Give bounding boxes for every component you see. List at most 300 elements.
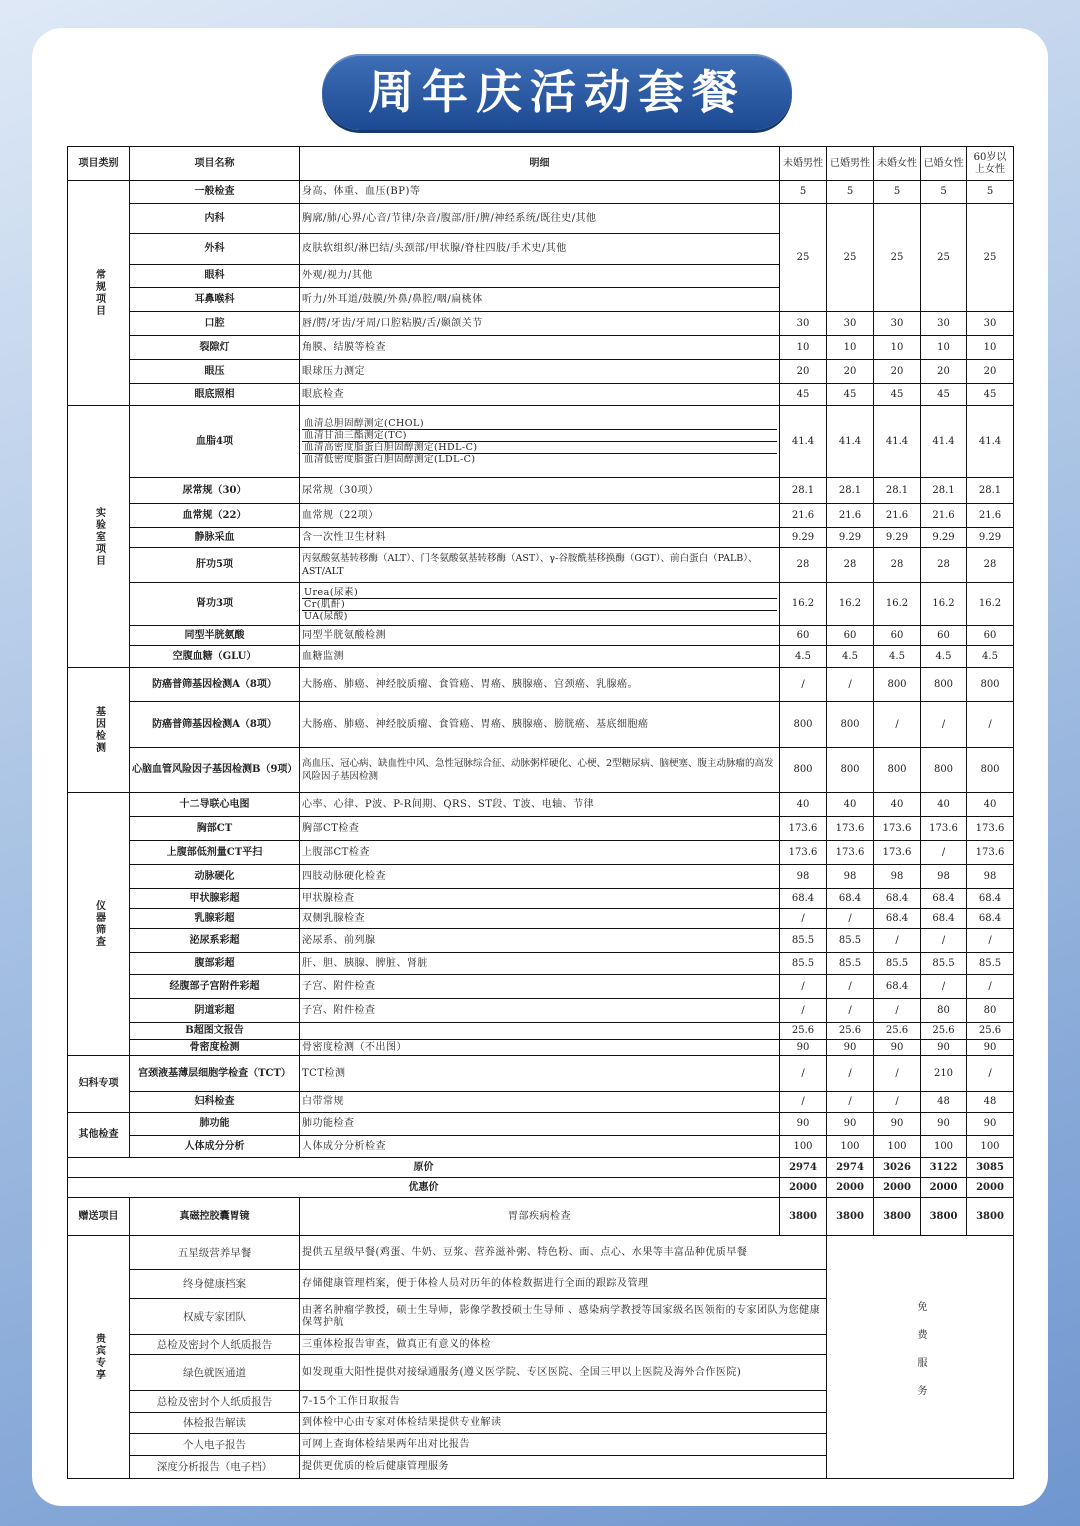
price-cell: 800 (874, 748, 921, 793)
table-row (68, 999, 1014, 1023)
service-detail: 如发现重大阳性提供对接绿通服务(遵义医学院、专区医院、全国三甲以上医院及海外合作医院) (300, 1355, 827, 1391)
table-row (68, 793, 1014, 817)
price-cell: 9.29 (780, 528, 827, 548)
price-cell: 45 (874, 384, 921, 406)
price-cell: 28.1 (827, 478, 874, 504)
header-name: 项目名称 (130, 147, 300, 181)
price-cell: 68.4 (874, 975, 921, 999)
price-cell: / (780, 1056, 827, 1092)
price-cell: 800 (921, 748, 967, 793)
detail-line: Cr(肌酐) (302, 599, 777, 611)
price-cell: 85.5 (921, 953, 967, 975)
item-name: 肺功能 (130, 1113, 300, 1136)
price-cell: / (967, 702, 1014, 748)
table-row (68, 953, 1014, 975)
item-detail: 甲状腺检查 (300, 889, 780, 909)
table-row (68, 1113, 1014, 1136)
price-cell: 90 (921, 1113, 967, 1136)
item-name: 阴道彩超 (130, 999, 300, 1023)
service-detail: 由著名肿瘤学教授，硕士生导师，影像学教授硕士生导师 、感染病学教授等国家级名医领衔的专家团队为您健康保驾护航 (300, 1299, 827, 1335)
item-detail: 眼底检查 (300, 384, 780, 406)
item-name: 肝功5项 (130, 548, 300, 583)
item-detail: 角膜、结膜等检查 (300, 336, 780, 360)
price-cell: / (827, 909, 874, 929)
price-cell: / (827, 999, 874, 1023)
price-cell: 16.2 (780, 583, 827, 626)
price-cell: 20 (921, 360, 967, 384)
price-cell: 800 (827, 748, 874, 793)
header-col: 已婚女性 (921, 147, 967, 181)
item-name: 同型半胱氨酸 (130, 626, 300, 646)
detail-line: Urea(尿素) (302, 587, 777, 599)
table-row (68, 841, 1014, 865)
item-detail: 肝、胆、胰腺、脾脏、肾脏 (300, 953, 780, 975)
price-cell: 30 (967, 312, 1014, 336)
price-cell: 20 (827, 360, 874, 384)
detail-line: 血清低密度脂蛋白胆固醇测定(LDL-C) (304, 454, 476, 465)
price-cell: 173.6 (780, 841, 827, 865)
item-name: 口腔 (130, 312, 300, 336)
price-cell: 10 (921, 336, 967, 360)
price-cell: 100 (827, 1136, 874, 1158)
item-name: 一般检查 (130, 181, 300, 204)
item-name: 尿常规（30） (130, 478, 300, 504)
price-cell: 41.4 (874, 406, 921, 478)
item-name: 骨密度检测 (130, 1040, 300, 1056)
price-cell: 5 (967, 181, 1014, 204)
item-detail: 心率、心律、P波、P-R间期、QRS、ST段、T波、电轴、节律 (300, 793, 780, 817)
price-cell: 10 (780, 336, 827, 360)
price-cell: / (827, 1092, 874, 1113)
table-row (68, 181, 1014, 204)
price-cell: 4.5 (874, 646, 921, 668)
price-cell: 5 (874, 181, 921, 204)
item-detail: 唇/腭/牙齿/牙周/口腔粘膜/舌/颞颌关节 (300, 312, 780, 336)
price-cell: 3800 (921, 1198, 967, 1236)
price-cell: 800 (967, 748, 1014, 793)
table-row (68, 817, 1014, 841)
price-cell: 173.6 (827, 841, 874, 865)
service-name: 深度分析报告（电子档） (130, 1456, 300, 1479)
price-cell: 98 (967, 865, 1014, 889)
original-price-label: 原价 (68, 1158, 780, 1178)
price-cell: 10 (827, 336, 874, 360)
table-row (68, 1136, 1014, 1158)
price-cell: 40 (780, 793, 827, 817)
detail-line: 血清总胆固醇测定(CHOL) (302, 418, 777, 430)
service-detail: 三重体检报告审查，做真正有意义的体检 (300, 1335, 827, 1355)
price-cell: 3800 (780, 1198, 827, 1236)
price-cell: 68.4 (967, 909, 1014, 929)
price-cell: 90 (780, 1113, 827, 1136)
item-name: 眼科 (130, 265, 300, 288)
discount-price-label: 优惠价 (68, 1178, 780, 1198)
item-name: 外科 (130, 234, 300, 265)
price-cell: 173.6 (967, 841, 1014, 865)
price-cell: 85.5 (780, 953, 827, 975)
price-cell: / (874, 999, 921, 1023)
price-cell: / (921, 929, 967, 953)
table-row (68, 504, 1014, 528)
price-cell: 48 (967, 1092, 1014, 1113)
price-cell: 800 (780, 748, 827, 793)
price-cell: 85.5 (827, 953, 874, 975)
table-row (68, 548, 1014, 583)
category-routine: 常规项目 (68, 181, 130, 406)
price-cell: 68.4 (967, 889, 1014, 909)
item-detail: 双侧乳腺检查 (300, 909, 780, 929)
original-price: 3026 (874, 1158, 921, 1178)
price-cell: 173.6 (967, 817, 1014, 841)
item-name: 十二导联心电图 (130, 793, 300, 817)
price-cell: 30 (874, 312, 921, 336)
item-detail: 同型半胱氨酸检测 (300, 626, 780, 646)
item-name: 裂隙灯 (130, 336, 300, 360)
price-cell: 85.5 (967, 953, 1014, 975)
price-cell: 5 (921, 181, 967, 204)
item-name: 腹部彩超 (130, 953, 300, 975)
price-cell: 28.1 (921, 478, 967, 504)
price-cell: / (874, 1056, 921, 1092)
price-cell: 68.4 (827, 889, 874, 909)
item-detail: 白带常规 (300, 1092, 780, 1113)
item-name: 动脉硬化 (130, 865, 300, 889)
table-row (68, 478, 1014, 504)
price-cell: 20 (780, 360, 827, 384)
price-cell: / (967, 975, 1014, 999)
price-cell: 60 (780, 626, 827, 646)
item-detail (300, 1023, 780, 1040)
table-row (68, 668, 1014, 702)
price-cell: 800 (874, 668, 921, 702)
table-row (68, 1023, 1014, 1040)
price-cell: 173.6 (874, 841, 921, 865)
price-cell: 90 (780, 1040, 827, 1056)
discount-price-row (68, 1178, 1014, 1198)
price-cell: 9.29 (827, 528, 874, 548)
discount-price: 2000 (874, 1178, 921, 1198)
header-row (68, 147, 1014, 181)
price-cell: / (874, 929, 921, 953)
item-name: 经腹部子宫附件彩超 (130, 975, 300, 999)
category-other: 其他检查 (68, 1113, 130, 1158)
price-cell: / (827, 668, 874, 702)
price-cell: 173.6 (921, 817, 967, 841)
header-col: 60岁以上女性 (967, 147, 1014, 181)
item-detail: 泌尿系、前列腺 (300, 929, 780, 953)
price-cell: 41.4 (921, 406, 967, 478)
price-cell: 40 (827, 793, 874, 817)
vip-row (68, 1236, 1014, 1270)
original-price: 2974 (780, 1158, 827, 1178)
price-cell: 21.6 (780, 504, 827, 528)
price-cell: 16.2 (827, 583, 874, 626)
price-cell: 9.29 (921, 528, 967, 548)
item-name: 内科 (130, 204, 300, 234)
item-name: 血脂4项 (130, 406, 300, 478)
price-cell: 100 (921, 1136, 967, 1158)
item-detail: 身高、体重、血压(BP)等 (300, 181, 780, 204)
category-vip: 贵宾专享 (68, 1236, 130, 1479)
price-cell: 25 (967, 204, 1014, 312)
price-cell: 16.2 (874, 583, 921, 626)
price-cell: 3800 (967, 1198, 1014, 1236)
table-row (68, 646, 1014, 668)
price-cell: 25.6 (874, 1023, 921, 1040)
price-cell: 25.6 (827, 1023, 874, 1040)
price-cell: 28 (921, 548, 967, 583)
price-cell: 25 (921, 204, 967, 312)
price-cell: 5 (827, 181, 874, 204)
table-row (68, 1092, 1014, 1113)
price-cell: 20 (967, 360, 1014, 384)
price-cell: 85.5 (780, 929, 827, 953)
item-detail: 胸部CT检查 (300, 817, 780, 841)
original-price: 2974 (827, 1158, 874, 1178)
item-name: 人体成分分析 (130, 1136, 300, 1158)
price-cell: 28.1 (780, 478, 827, 504)
service-detail: 存储健康管理档案，便于体检人员对历年的体检数据进行全面的跟踪及管理 (300, 1270, 827, 1299)
item-detail: 皮肤软组织/淋巴结/头颈部/甲状腺/脊柱四肢/手术史/其他 (300, 234, 780, 265)
item-detail: 高血压、冠心病、缺血性中风、急性冠脉综合征、动脉粥样硬化、心梗、2型糖尿病、脑梗塞、腹主动脉瘤的高发风险因子基因检测 (300, 748, 780, 793)
price-cell: 41.4 (780, 406, 827, 478)
item-detail: 丙氨酸氨基转移酶（ALT）、门冬氨酸氨基转移酶（AST）、γ-谷胺酰基移换酶（GGT）、前白蛋白（PALB）、AST/ALT (300, 548, 780, 583)
price-cell: / (921, 841, 967, 865)
price-cell: 20 (874, 360, 921, 384)
price-cell: 5 (780, 181, 827, 204)
item-name: 上腹部低剂量CT平扫 (130, 841, 300, 865)
gift-row (68, 1198, 1014, 1236)
price-cell: 60 (874, 626, 921, 646)
price-cell: / (827, 1056, 874, 1092)
item-name: 乳腺彩超 (130, 909, 300, 929)
page-title: 周年庆活动套餐 (322, 54, 792, 130)
original-price: 3122 (921, 1158, 967, 1178)
price-cell: 4.5 (780, 646, 827, 668)
price-cell: 90 (827, 1113, 874, 1136)
price-cell: 68.4 (780, 889, 827, 909)
service-detail: 7-15个工作日取报告 (300, 1391, 827, 1413)
price-cell: 25 (874, 204, 921, 312)
table-row (68, 748, 1014, 793)
header-category: 项目类别 (68, 147, 130, 181)
price-cell: 80 (967, 999, 1014, 1023)
price-cell: 90 (827, 1040, 874, 1056)
table-row (68, 583, 1014, 626)
item-name: 静脉采血 (130, 528, 300, 548)
service-name: 总检及密封个人纸质报告 (130, 1335, 300, 1355)
discount-price: 2000 (780, 1178, 827, 1198)
header-col: 未婚女性 (874, 147, 921, 181)
price-cell: 28.1 (967, 478, 1014, 504)
original-price-row (68, 1158, 1014, 1178)
discount-price: 2000 (967, 1178, 1014, 1198)
price-cell: 10 (967, 336, 1014, 360)
price-cell: 30 (780, 312, 827, 336)
item-name: B超图文报告 (130, 1023, 300, 1040)
price-cell: / (827, 975, 874, 999)
item-detail: 胃部疾病检查 (300, 1198, 780, 1236)
price-cell: 45 (921, 384, 967, 406)
price-cell: 9.29 (967, 528, 1014, 548)
item-detail: 大肠癌、肺癌、神经胶质瘤、食管癌、胃癌、胰腺癌、宫颈癌、乳腺癌。 (300, 668, 780, 702)
price-cell: 90 (967, 1113, 1014, 1136)
price-cell: 800 (780, 702, 827, 748)
item-detail: 外观/视力/其他 (300, 265, 780, 288)
price-cell: 16.2 (967, 583, 1014, 626)
category-gene: 基因检测 (68, 668, 130, 793)
price-cell: 28 (780, 548, 827, 583)
price-cell: 16.2 (921, 583, 967, 626)
category-gyn: 妇科专项 (68, 1056, 130, 1113)
price-cell: 10 (874, 336, 921, 360)
price-cell: 98 (780, 865, 827, 889)
price-cell: 80 (921, 999, 967, 1023)
table-row (68, 909, 1014, 929)
price-cell: / (967, 929, 1014, 953)
item-detail: 听力/外耳道/鼓膜/外鼻/鼻腔/咽/扁桃体 (300, 288, 780, 312)
item-name: 防癌普筛基因检测A（8项） (130, 702, 300, 748)
price-cell: 98 (921, 865, 967, 889)
table-row (68, 336, 1014, 360)
service-name: 个人电子报告 (130, 1434, 300, 1456)
price-cell: 25.6 (921, 1023, 967, 1040)
table-row (68, 384, 1014, 406)
item-name: 宫颈液基薄层细胞学检查（TCT） (130, 1056, 300, 1092)
price-cell: 85.5 (827, 929, 874, 953)
category-instrument: 仪器筛查 (68, 793, 130, 1056)
item-detail: 肺功能检查 (300, 1113, 780, 1136)
price-cell: 21.6 (827, 504, 874, 528)
item-detail: 骨密度检测（不出图） (300, 1040, 780, 1056)
price-cell: 41.4 (827, 406, 874, 478)
price-cell: 173.6 (780, 817, 827, 841)
price-cell: 21.6 (921, 504, 967, 528)
service-name: 绿色就医通道 (130, 1355, 300, 1391)
price-cell: 68.4 (921, 909, 967, 929)
table-row (68, 312, 1014, 336)
table-row (68, 406, 1014, 478)
item-detail (300, 406, 780, 478)
category-lab: 实验室项目 (68, 406, 130, 668)
price-cell: 173.6 (827, 817, 874, 841)
table-row (68, 1040, 1014, 1056)
item-detail: 子宫、附件检查 (300, 975, 780, 999)
price-cell: / (780, 909, 827, 929)
item-name: 真磁控胶囊胃镜 (130, 1198, 300, 1236)
price-cell: 90 (921, 1040, 967, 1056)
price-cell: 25 (780, 204, 827, 312)
service-detail: 提供五星级早餐(鸡蛋、牛奶、豆浆、营养滋补粥、特色粉、面、点心、水果等丰富品种优质早餐 (300, 1236, 827, 1270)
price-cell: 40 (967, 793, 1014, 817)
table-row (68, 204, 1014, 234)
price-cell: / (921, 975, 967, 999)
category-gift: 赠送项目 (68, 1198, 130, 1236)
item-name: 心脑血管风险因子基因检测B（9项） (130, 748, 300, 793)
service-detail: 可网上查询体检结果两年出对比报告 (300, 1434, 827, 1456)
item-detail: 血常规（22项） (300, 504, 780, 528)
price-cell: 100 (874, 1136, 921, 1158)
price-cell: 3800 (874, 1198, 921, 1236)
item-detail: 眼球压力测定 (300, 360, 780, 384)
price-cell: 60 (827, 626, 874, 646)
item-detail: TCT检测 (300, 1056, 780, 1092)
free-service-label: 免费服务 (827, 1236, 1014, 1479)
price-cell: 4.5 (967, 646, 1014, 668)
price-cell: 800 (827, 702, 874, 748)
original-price: 3085 (967, 1158, 1014, 1178)
service-name: 体检报告解读 (130, 1413, 300, 1434)
price-cell: 21.6 (967, 504, 1014, 528)
table-row (68, 360, 1014, 384)
header-col: 已婚男性 (827, 147, 874, 181)
item-name: 眼底照相 (130, 384, 300, 406)
table-row (68, 1056, 1014, 1092)
price-cell: 3800 (827, 1198, 874, 1236)
table-row (68, 626, 1014, 646)
price-cell: 45 (827, 384, 874, 406)
item-detail: 血糖监测 (300, 646, 780, 668)
price-cell: 90 (874, 1040, 921, 1056)
price-cell: 210 (921, 1056, 967, 1092)
detail-line: 血清高密度脂蛋白胆固醇测定(HDL-C) (302, 442, 777, 454)
price-cell: 25 (827, 204, 874, 312)
table-row (68, 889, 1014, 909)
price-cell: 60 (967, 626, 1014, 646)
price-cell: 98 (874, 865, 921, 889)
price-cell: 45 (780, 384, 827, 406)
price-cell: 800 (967, 668, 1014, 702)
price-cell: 90 (874, 1113, 921, 1136)
price-cell: 30 (827, 312, 874, 336)
item-name: 血常规（22） (130, 504, 300, 528)
item-detail: 大肠癌、肺癌、神经胶质瘤、食管癌、胃癌、胰腺癌、膀胱癌、基底细胞癌 (300, 702, 780, 748)
price-cell: 4.5 (827, 646, 874, 668)
item-name: 肾功3项 (130, 583, 300, 626)
table-row (68, 528, 1014, 548)
price-cell: / (967, 1056, 1014, 1092)
service-name: 终身健康档案 (130, 1270, 300, 1299)
price-cell: / (874, 1092, 921, 1113)
price-cell: 98 (827, 865, 874, 889)
item-detail: 尿常规（30项） (300, 478, 780, 504)
price-cell: 100 (780, 1136, 827, 1158)
price-cell: 28 (967, 548, 1014, 583)
package-table (67, 146, 1014, 1479)
price-cell: 100 (967, 1136, 1014, 1158)
price-cell: 60 (921, 626, 967, 646)
price-cell: 28 (874, 548, 921, 583)
price-cell: 45 (967, 384, 1014, 406)
price-cell: 41.4 (967, 406, 1014, 478)
item-name: 胸部CT (130, 817, 300, 841)
price-cell: 800 (921, 668, 967, 702)
price-cell: 4.5 (921, 646, 967, 668)
header-col: 未婚男性 (780, 147, 827, 181)
price-cell: 40 (921, 793, 967, 817)
detail-line: UA(尿酸) (304, 610, 348, 622)
service-detail: 提供更优质的检后健康管理服务 (300, 1456, 827, 1479)
price-cell: 90 (967, 1040, 1014, 1056)
item-detail: 胸廓/肺/心界/心音/节律/杂音/腹部/肝/脾/神经系统/既往史/其他 (300, 204, 780, 234)
price-cell: 25.6 (967, 1023, 1014, 1040)
price-cell: 21.6 (874, 504, 921, 528)
price-cell: 40 (874, 793, 921, 817)
table-row (68, 929, 1014, 953)
service-detail: 到体检中心由专家对体检结果提供专业解读 (300, 1413, 827, 1434)
service-name: 五星级营养早餐 (130, 1236, 300, 1270)
price-cell: / (780, 999, 827, 1023)
